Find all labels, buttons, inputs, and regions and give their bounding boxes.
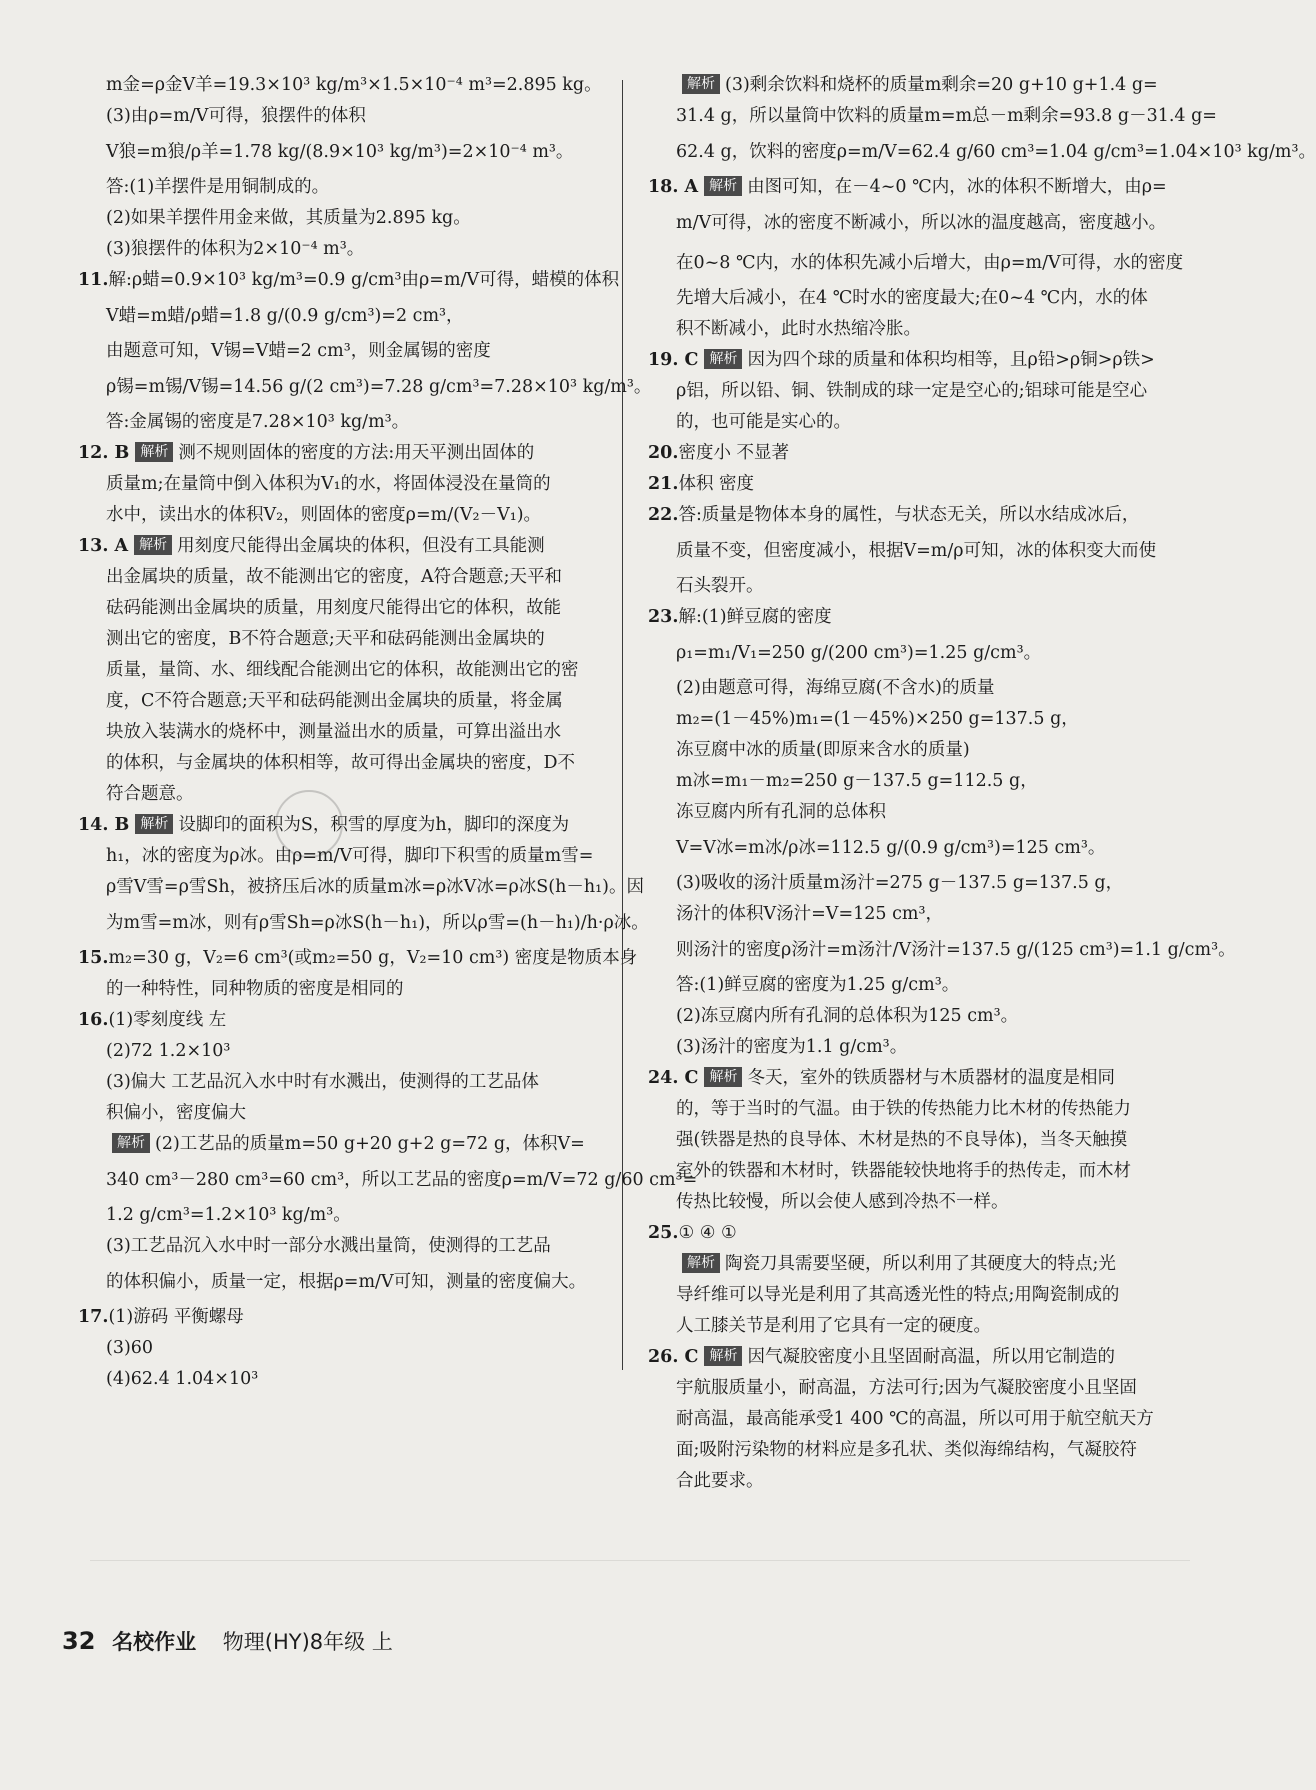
answer-line: 强(铁器是热的良导体、木材是热的不良导体)，当冬天触摸 <box>676 1130 1128 1150</box>
question-13 <box>78 531 600 562</box>
book-brand: 名校作业 <box>112 1630 197 1654</box>
answer-text: 设脚印的面积为S，积雪的厚度为h，脚印的深度为 <box>178 815 570 835</box>
answer-text: 测不规则固体的密度的方法:用天平测出固体的 <box>178 443 535 463</box>
answer-line: (3)偏大 工艺品沉入水中时有水溅出，使测得的工艺品体 <box>106 1072 539 1092</box>
question-number: 22. <box>648 505 679 525</box>
question-number: 26. C <box>648 1347 699 1367</box>
answer-line: (3)由ρ=m/V可得，狼摆件的体积 <box>106 106 366 126</box>
question-14 <box>78 810 600 841</box>
question-number: 11. <box>78 270 109 290</box>
answer-text: 因气凝胶密度小且坚固耐高温，所以用它制造的 <box>747 1347 1115 1367</box>
formula-line: 质量不变，但密度减小，根据V=m/ρ可知，冰的体积变大而使 <box>676 541 1157 561</box>
analysis-tag: 解析 <box>704 1067 742 1087</box>
answer-line: 的体积，与金属块的体积相等，故可得出金属块的密度，D不 <box>106 753 576 773</box>
answer-text: 体积 密度 <box>678 474 755 494</box>
answer-line: 宇航服质量小，耐高温，方法可行;因为气凝胶密度小且坚固 <box>676 1378 1137 1398</box>
answer-line: m金=ρ金V羊=19.3×10³ kg/m³×1.5×10⁻⁴ m³=2.895 kg。 <box>106 75 602 95</box>
answer-line: 积不断减小，此时水热缩冷胀。 <box>676 319 921 339</box>
answer-text: 解:ρ蜡=0.9×10³ kg/m³=0.9 g/cm³由ρ=m/V可得，蜡模的体积 <box>108 270 620 290</box>
answer-text: 由图可知，在－4~0 ℃内，冰的体积不断增大，由ρ= <box>747 177 1167 197</box>
answer-line: 质量，量筒、水、细线配合能测出它的体积，故能测出它的密 <box>106 660 579 680</box>
formula-line: V蜡=m蜡/ρ蜡=1.8 g/(0.9 g/cm³)=2 cm³， <box>106 306 464 326</box>
question-22 <box>648 500 1170 531</box>
answer-line: 导纤维可以导光是利用了其高透光性的特点;用陶瓷制成的 <box>676 1285 1120 1305</box>
question-26 <box>648 1342 1170 1373</box>
answer-text: (2)工艺品的质量m=50 g+20 g+2 g=72 g，体积V= <box>155 1134 585 1154</box>
formula-line: 则汤汁的密度ρ汤汁=m汤汁/V汤汁=137.5 g/(125 cm³)=1.1 g/cm³。 <box>676 940 1236 960</box>
answer-line <box>648 1249 1170 1280</box>
question-number: 20. <box>648 443 679 463</box>
answer-line: (3)工艺品沉入水中时一部分水溅出量筒，使测得的工艺品 <box>106 1236 551 1256</box>
formula-line: V狼=m狼/ρ羊=1.78 kg/(8.9×10³ kg/m³)=2×10⁻⁴ m³。 <box>106 142 574 162</box>
answer-line: 室外的铁器和木材时，铁器能较快地将手的热传走，而木材 <box>676 1161 1131 1181</box>
answer-line: 砝码能测出金属块的质量，用刻度尺能得出它的体积，故能 <box>106 598 561 618</box>
answer-line: 由题意可知，V锡=V蜡=2 cm³，则金属锡的密度 <box>106 341 491 361</box>
answer-line: (3)吸收的汤汁质量m汤汁=275 g－137.5 g=137.5 g， <box>676 873 1124 893</box>
answer-line: (2)由题意可得，海绵豆腐(不含水)的质量 <box>676 678 995 698</box>
answer-text: (1)零刻度线 左 <box>108 1010 227 1030</box>
answer-line: (2)冻豆腐内所有孔洞的总体积为125 cm³。 <box>676 1006 1019 1026</box>
analysis-tag: 解析 <box>135 442 173 462</box>
question-16 <box>78 1005 600 1036</box>
answer-line: (3)60 <box>106 1338 154 1358</box>
answer-line: 块放入装满水的烧杯中，测量溢出水的质量，可算出溢出水 <box>106 722 561 742</box>
answer-line: 水中，读出水的体积V₂，则固体的密度ρ=m/(V₂－V₁)。 <box>106 505 542 525</box>
question-number: 19. C <box>648 350 699 370</box>
answer-line: 汤汁的体积V汤汁=V=125 cm³， <box>676 904 943 924</box>
answer-line: 耐高温，最高能承受1 400 ℃的高温，所以可用于航空航天方 <box>676 1409 1154 1429</box>
answer-line: 符合题意。 <box>106 784 194 804</box>
formula-line: 在0~8 ℃内，水的体积先减小后增大，由ρ=m/V可得，水的密度 <box>676 253 1184 273</box>
answer-line <box>78 1129 600 1160</box>
question-number: 17. <box>78 1307 109 1327</box>
question-number: 15. <box>78 948 109 968</box>
question-21 <box>648 469 1170 500</box>
analysis-tag: 解析 <box>704 1346 742 1366</box>
answer-line: m冰=m₁－m₂=250 g－137.5 g=112.5 g， <box>676 771 1038 791</box>
analysis-tag: 解析 <box>682 74 720 94</box>
question-number: 14. B <box>78 815 130 835</box>
right-column <box>648 70 1316 1497</box>
answer-line: 石头裂开。 <box>676 576 764 596</box>
answer-line: ρ雪V雪=ρ雪Sh，被挤压后冰的质量m冰=ρ冰V冰=ρ冰S(h－h₁)。因 <box>106 877 644 897</box>
answer-line: (2)72 1.2×10³ <box>106 1041 231 1061</box>
formula-line: 62.4 g，饮料的密度ρ=m/V=62.4 g/60 cm³=1.04 g/cm³=1.04×10³ kg/m³。 <box>676 142 1316 162</box>
answer-line: 31.4 g，所以量筒中饮料的质量m=m总－m剩余=93.8 g－31.4 g= <box>676 106 1217 126</box>
answer-line: (2)如果羊摆件用金来做，其质量为2.895 kg。 <box>106 208 471 228</box>
question-number: 18. A <box>648 177 699 197</box>
formula-line: ρ锡=m锡/V锡=14.56 g/(2 cm³)=7.28 g/cm³=7.28×10³ kg/m³。 <box>106 377 652 397</box>
analysis-tag: 解析 <box>112 1133 150 1153</box>
answer-line: 合此要求。 <box>676 1471 764 1491</box>
answer-text: 密度小 不显著 <box>678 443 790 463</box>
answer-line: 的一种特性，同种物质的密度是相同的 <box>106 979 404 999</box>
answer-line: 答:(1)羊摆件是用铜制成的。 <box>106 177 330 197</box>
analysis-tag: 解析 <box>682 1253 720 1273</box>
answer-text: 冬天，室外的铁质器材与木质器材的温度是相同 <box>747 1068 1115 1088</box>
answer-line: 面;吸附污染物的材料应是多孔状、类似海绵结构，气凝胶符 <box>676 1440 1137 1460</box>
book-subject: 物理(HY)8年级 上 <box>222 1630 393 1654</box>
analysis-tag: 解析 <box>135 814 173 834</box>
answer-line: 的，等于当时的气温。由于铁的传热能力比木材的传热能力 <box>676 1099 1131 1119</box>
answer-line: ρ铝，所以铅、铜、铁制成的球一定是空心的;铝球可能是空心 <box>676 381 1148 401</box>
analysis-tag: 解析 <box>704 349 742 369</box>
formula-line: 的体积偏小，质量一定，根据ρ=m/V可知，测量的密度偏大。 <box>106 1272 587 1292</box>
formula-line: 为m雪=m冰，则有ρ雪Sh=ρ冰S(h－h₁)，所以ρ雪=(h－h₁)/h·ρ冰。 <box>106 913 649 933</box>
question-18 <box>648 172 1170 203</box>
answer-text: 因为四个球的质量和体积均相等，且ρ铅>ρ铜>ρ铁> <box>747 350 1155 370</box>
page-footer <box>62 1626 393 1656</box>
formula-line: m/V可得，冰的密度不断减小，所以冰的温度越高，密度越小。 <box>676 213 1167 233</box>
question-number: 16. <box>78 1010 109 1030</box>
answer-text: 答:质量是物体本身的属性，与状态无关，所以水结成冰后， <box>678 505 1140 525</box>
formula-line: ρ₁=m₁/V₁=250 g/(200 cm³)=1.25 g/cm³。 <box>676 643 1042 663</box>
answer-text: (1)游码 平衡螺母 <box>108 1307 244 1327</box>
question-number: 24. C <box>648 1068 699 1088</box>
question-number: 25. <box>648 1223 679 1243</box>
question-24 <box>648 1063 1170 1094</box>
question-20 <box>648 438 1170 469</box>
answer-text: (3)剩余饮料和烧杯的质量m剩余=20 g+10 g+1.4 g= <box>725 75 1158 95</box>
answer-line: 传热比较慢，所以会使人感到冷热不一样。 <box>676 1192 1009 1212</box>
answer-line: 人工膝关节是利用了它具有一定的硬度。 <box>676 1316 991 1336</box>
answer-line: 答:(1)鲜豆腐的密度为1.25 g/cm³。 <box>676 975 960 995</box>
question-15 <box>78 943 638 974</box>
answer-line: 积偏小，密度偏大 <box>106 1103 246 1123</box>
question-number: 12. B <box>78 443 130 463</box>
answer-line: (3)汤汁的密度为1.1 g/cm³。 <box>676 1037 908 1057</box>
answer-line: (4)62.4 1.04×10³ <box>106 1369 259 1389</box>
page-number: 32 <box>62 1627 96 1655</box>
answer-text: m₂=30 g，V₂=6 cm³(或m₂=50 g，V₂=10 cm³) 密度是物质本身 <box>108 948 638 968</box>
question-19 <box>648 345 1170 376</box>
question-number: 23. <box>648 607 679 627</box>
answer-line <box>648 70 1170 101</box>
question-number: 21. <box>648 474 679 494</box>
question-25 <box>648 1218 1170 1249</box>
answer-line: 冻豆腐中冰的质量(即原来含水的质量) <box>676 740 970 760</box>
analysis-tag: 解析 <box>134 535 172 555</box>
answer-text: 陶瓷刀具需要坚硬，所以利用了其硬度大的特点;光 <box>725 1254 1116 1274</box>
question-12 <box>78 438 600 469</box>
question-23 <box>648 602 1170 633</box>
question-17 <box>78 1302 600 1333</box>
formula-line: 340 cm³－280 cm³=60 cm³，所以工艺品的密度ρ=m/V=72 g/60 cm³= <box>106 1170 698 1190</box>
answer-line: 先增大后减小，在4 ℃时水的密度最大;在0~4 ℃内，水的体 <box>676 288 1148 308</box>
answer-line: 1.2 g/cm³=1.2×10³ kg/m³。 <box>106 1205 351 1225</box>
answer-line: 质量m;在量筒中倒入体积为V₁的水，将固体浸没在量筒的 <box>106 474 551 494</box>
answer-line: 的，也可能是实心的。 <box>676 412 851 432</box>
question-number: 13. A <box>78 536 129 556</box>
answer-text: 用刻度尺能得出金属块的体积，但没有工具能测 <box>177 536 545 556</box>
answer-line: m₂=(1－45%)m₁=(1－45%)×250 g=137.5 g， <box>676 709 1079 729</box>
answer-text: ① ④ ① <box>678 1223 737 1243</box>
answer-line: 冻豆腐内所有孔洞的总体积 <box>676 802 886 822</box>
answer-line: (3)狼摆件的体积为2×10⁻⁴ m³。 <box>106 239 365 259</box>
answer-line: 出金属块的质量，故不能测出它的密度，A符合题意;天平和 <box>106 567 563 587</box>
answer-text: 解:(1)鲜豆腐的密度 <box>678 607 832 627</box>
answer-line: 答:金属锡的密度是7.28×10³ kg/m³。 <box>106 412 410 432</box>
question-11 <box>78 265 620 296</box>
answer-line: 测出它的密度，B不符合题意;天平和砝码能测出金属块的 <box>106 629 545 649</box>
analysis-tag: 解析 <box>704 176 742 196</box>
formula-line: V=V冰=m冰/ρ冰=112.5 g/(0.9 g/cm³)=125 cm³。 <box>676 838 1106 858</box>
answer-line: h₁，冰的密度为ρ冰。由ρ=m/V可得，脚印下积雪的质量m雪= <box>106 846 594 866</box>
answer-line: 度，C不符合题意;天平和砝码能测出金属块的质量，将金属 <box>106 691 563 711</box>
footer-rule <box>90 1560 1190 1561</box>
